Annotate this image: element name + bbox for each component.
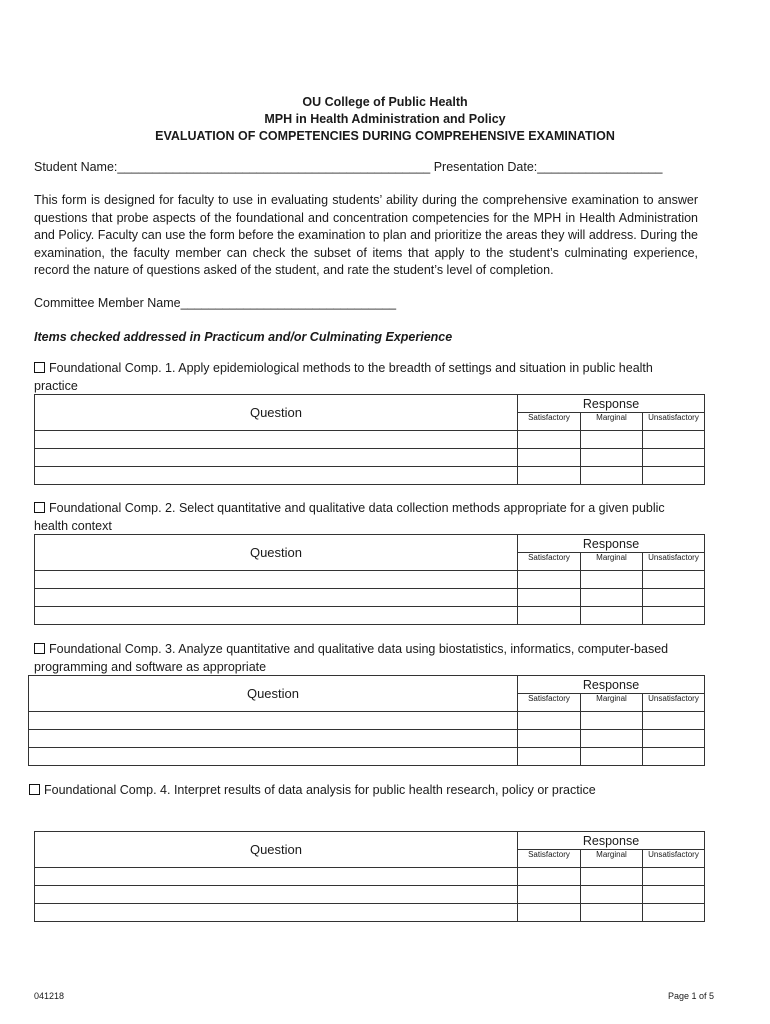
unsatisfactory-cell[interactable] (643, 748, 705, 766)
question-header: Question (29, 676, 518, 712)
question-header: Question (35, 535, 518, 571)
committee-member-label: Committee Member Name (34, 296, 181, 310)
table-row (35, 571, 705, 589)
table-row (35, 886, 705, 904)
unsatisfactory-cell[interactable] (643, 730, 705, 748)
unsatisfactory-cell[interactable] (643, 607, 705, 625)
unsatisfactory-header: Unsatisfactory (643, 553, 705, 571)
marginal-cell[interactable] (581, 571, 643, 589)
competency-4-checkbox[interactable] (29, 784, 40, 795)
table-row (35, 431, 705, 449)
title-line-2: MPH in Health Administration and Policy (264, 112, 506, 126)
competency-3-checkbox[interactable] (34, 643, 45, 654)
satisfactory-header: Satisfactory (518, 413, 581, 431)
unsatisfactory-header: Unsatisfactory (643, 413, 705, 431)
form-code: 041218 (34, 991, 65, 1001)
marginal-cell[interactable] (581, 449, 643, 467)
competency-3-table (28, 675, 705, 766)
satisfactory-cell[interactable] (518, 607, 581, 625)
marginal-cell[interactable] (581, 886, 643, 904)
table-row (35, 607, 705, 625)
competency-1-table (34, 394, 705, 485)
table-row (29, 730, 705, 748)
unsatisfactory-cell[interactable] (643, 431, 705, 449)
presentation-date-field[interactable]: __________________ (537, 160, 663, 174)
unsatisfactory-cell[interactable] (643, 467, 705, 485)
question-cell[interactable] (35, 467, 518, 485)
competency-4-table (34, 831, 705, 922)
title-line-3: EVALUATION OF COMPETENCIES DURING COMPREHENSIVE EXAMINATION (155, 129, 615, 143)
marginal-cell[interactable] (581, 607, 643, 625)
question-cell[interactable] (35, 607, 518, 625)
question-header: Question (35, 395, 518, 431)
title-line-1: OU College of Public Health (302, 95, 468, 109)
unsatisfactory-cell[interactable] (643, 886, 705, 904)
competency-4-text: Foundational Comp. 4. Interpret results of data analysis for public health research, policy or practice (44, 783, 596, 797)
unsatisfactory-cell[interactable] (643, 571, 705, 589)
satisfactory-header: Satisfactory (518, 553, 581, 571)
table-row (35, 589, 705, 607)
question-cell[interactable] (35, 449, 518, 467)
committee-member-field[interactable]: _______________________________ (180, 296, 397, 310)
competency-2-checkbox[interactable] (34, 502, 45, 513)
competency-4 (29, 782, 699, 800)
marginal-header: Marginal (581, 413, 643, 431)
question-header: Question (35, 832, 518, 868)
question-cell[interactable] (29, 730, 518, 748)
intro-paragraph: This form is designed for faculty to use in evaluating students’ ability during the comprehensive examination to answer questions that probe aspects of the foundational and concentration competencies for the MPH in Health Administration and Policy. Faculty can use the form before the examination to plan and prioritize the areas they will address. During the examination, the faculty member can check the subset of items that apply to the student’s culminating experience, record the nature of questions asked of the student, and rate the student’s level of completion. (34, 193, 698, 277)
response-header: Response (518, 676, 705, 694)
student-line (34, 159, 662, 177)
satisfactory-cell[interactable] (518, 449, 581, 467)
question-cell[interactable] (29, 712, 518, 730)
page-number: Page 1 of 5 (667, 991, 714, 1001)
items-heading: Items checked addressed in Practicum and/or Culminating Experience (34, 330, 453, 344)
student-name-field[interactable]: _____________________________________________ (117, 160, 431, 174)
marginal-cell[interactable] (581, 868, 643, 886)
satisfactory-cell[interactable] (518, 571, 581, 589)
marginal-cell[interactable] (581, 589, 643, 607)
question-cell[interactable] (35, 431, 518, 449)
competency-1-checkbox[interactable] (34, 362, 45, 373)
response-header: Response (518, 535, 705, 553)
table-row (35, 904, 705, 922)
competency-2 (34, 500, 698, 535)
marginal-cell[interactable] (581, 904, 643, 922)
satisfactory-cell[interactable] (518, 467, 581, 485)
student-name-label: Student Name: (34, 160, 118, 174)
table-row (35, 467, 705, 485)
satisfactory-header: Satisfactory (518, 694, 581, 712)
competency-2-table (34, 534, 705, 625)
competency-3 (34, 641, 698, 676)
table-row (29, 712, 705, 730)
committee-line (34, 295, 396, 313)
marginal-cell[interactable] (581, 467, 643, 485)
competency-3-text: Foundational Comp. 3. Analyze quantitative and qualitative data using biostatistics, informatics, computer-based programming and software as appropriate (34, 642, 669, 674)
marginal-header: Marginal (581, 694, 643, 712)
marginal-cell[interactable] (581, 748, 643, 766)
question-cell[interactable] (35, 868, 518, 886)
question-cell[interactable] (35, 904, 518, 922)
satisfactory-cell[interactable] (518, 712, 581, 730)
satisfactory-cell[interactable] (518, 886, 581, 904)
question-cell[interactable] (29, 748, 518, 766)
unsatisfactory-header: Unsatisfactory (643, 850, 705, 868)
satisfactory-cell[interactable] (518, 904, 581, 922)
competency-1-text: Foundational Comp. 1. Apply epidemiological methods to the breadth of settings and situation in public health practice (34, 361, 653, 393)
marginal-cell[interactable] (581, 730, 643, 748)
satisfactory-cell[interactable] (518, 868, 581, 886)
satisfactory-cell[interactable] (518, 748, 581, 766)
unsatisfactory-cell[interactable] (643, 712, 705, 730)
unsatisfactory-header: Unsatisfactory (643, 694, 705, 712)
satisfactory-cell[interactable] (518, 730, 581, 748)
unsatisfactory-cell[interactable] (643, 589, 705, 607)
marginal-cell[interactable] (581, 712, 643, 730)
competency-1 (34, 360, 698, 395)
competency-2-text: Foundational Comp. 2. Select quantitative and qualitative data collection methods appropriate for a given public health context (34, 501, 665, 533)
unsatisfactory-cell[interactable] (643, 904, 705, 922)
question-cell[interactable] (35, 589, 518, 607)
marginal-cell[interactable] (581, 431, 643, 449)
table-row (29, 748, 705, 766)
response-header: Response (518, 395, 705, 413)
satisfactory-header: Satisfactory (518, 850, 581, 868)
marginal-header: Marginal (581, 553, 643, 571)
table-row (35, 449, 705, 467)
question-cell[interactable] (35, 571, 518, 589)
unsatisfactory-cell[interactable] (643, 868, 705, 886)
marginal-header: Marginal (581, 850, 643, 868)
presentation-date-label: Presentation Date: (433, 160, 538, 174)
satisfactory-cell[interactable] (518, 589, 581, 607)
response-header: Response (518, 832, 705, 850)
question-cell[interactable] (35, 886, 518, 904)
table-row (35, 868, 705, 886)
satisfactory-cell[interactable] (518, 431, 581, 449)
unsatisfactory-cell[interactable] (643, 449, 705, 467)
